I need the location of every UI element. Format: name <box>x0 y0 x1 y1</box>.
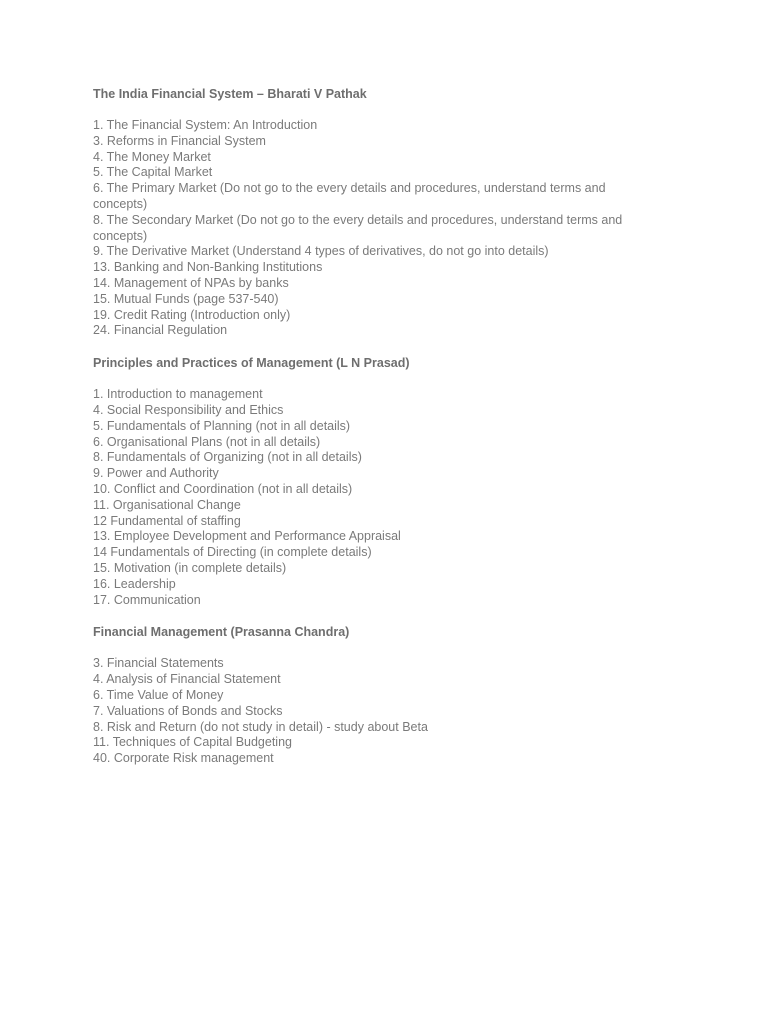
list-item: 8. Risk and Return (do not study in detail) - study about Beta <box>93 719 428 734</box>
list-item: 11. Techniques of Capital Budgeting <box>93 735 292 750</box>
list-item: 14 Fundamentals of Directing (in complete details) <box>93 545 372 560</box>
list-item: 11. Organisational Change <box>93 497 241 512</box>
list-item: 17. Communication <box>93 592 201 607</box>
section-india-financial-system <box>93 86 663 339</box>
list-item: 6. Time Value of Money <box>93 687 224 702</box>
list-item: 1. Introduction to management <box>93 387 263 402</box>
list-item: 13. Employee Development and Performance Appraisal <box>93 529 401 544</box>
document-page <box>93 86 663 767</box>
list-item: 3. Reforms in Financial System <box>93 133 266 148</box>
list-item: 13. Banking and Non-Banking Institutions <box>93 260 323 275</box>
list-item: 19. Credit Rating (Introduction only) <box>93 307 291 322</box>
list-item: 5. Fundamentals of Planning (not in all details) <box>93 418 351 433</box>
chapter-list <box>93 387 663 608</box>
list-item: 16. Leadership <box>93 576 176 591</box>
section-heading: Principles and Practices of Management (L N Prasad) <box>93 356 410 371</box>
section-heading: The India Financial System – Bharati V Pathak <box>93 87 367 101</box>
list-item: 5. The Capital Market <box>93 165 213 180</box>
list-item: 15. Motivation (in complete details) <box>93 560 287 575</box>
list-item: 7. Valuations of Bonds and Stocks <box>93 703 283 718</box>
list-item: 9. Power and Authority <box>93 466 219 481</box>
list-item: 14. Management of NPAs by banks <box>93 275 289 290</box>
list-item: 12 Fundamental of staffing <box>93 513 241 528</box>
chapter-list <box>93 118 663 339</box>
list-item: 4. Social Responsibility and Ethics <box>93 402 284 417</box>
list-item: 8. The Secondary Market (Do not go to the every details and procedures, understand terms and concepts) <box>93 212 623 243</box>
list-item: 9. The Derivative Market (Understand 4 types of derivatives, do not go into details) <box>93 244 549 259</box>
section-heading: Financial Management (Prasanna Chandra) <box>93 625 350 640</box>
section-financial-management <box>93 624 663 767</box>
list-item: 3. Financial Statements <box>93 656 224 671</box>
list-item: 40. Corporate Risk management <box>93 751 274 766</box>
list-item: 4. Analysis of Financial Statement <box>93 672 281 687</box>
list-item: 6. The Primary Market (Do not go to the every details and procedures, understand terms and concepts) <box>93 181 606 211</box>
chapter-list <box>93 656 663 767</box>
list-item: 4. The Money Market <box>93 149 211 164</box>
list-item: 1. The Financial System: An Introduction <box>93 118 318 132</box>
list-item: 24. Financial Regulation <box>93 323 228 338</box>
section-principles-of-management <box>93 355 663 608</box>
list-item: 6. Organisational Plans (not in all details) <box>93 434 321 449</box>
list-item: 15. Mutual Funds (page 537-540) <box>93 291 279 306</box>
list-item: 8. Fundamentals of Organizing (not in all details) <box>93 450 362 465</box>
list-item: 10. Conflict and Coordination (not in all details) <box>93 481 353 496</box>
